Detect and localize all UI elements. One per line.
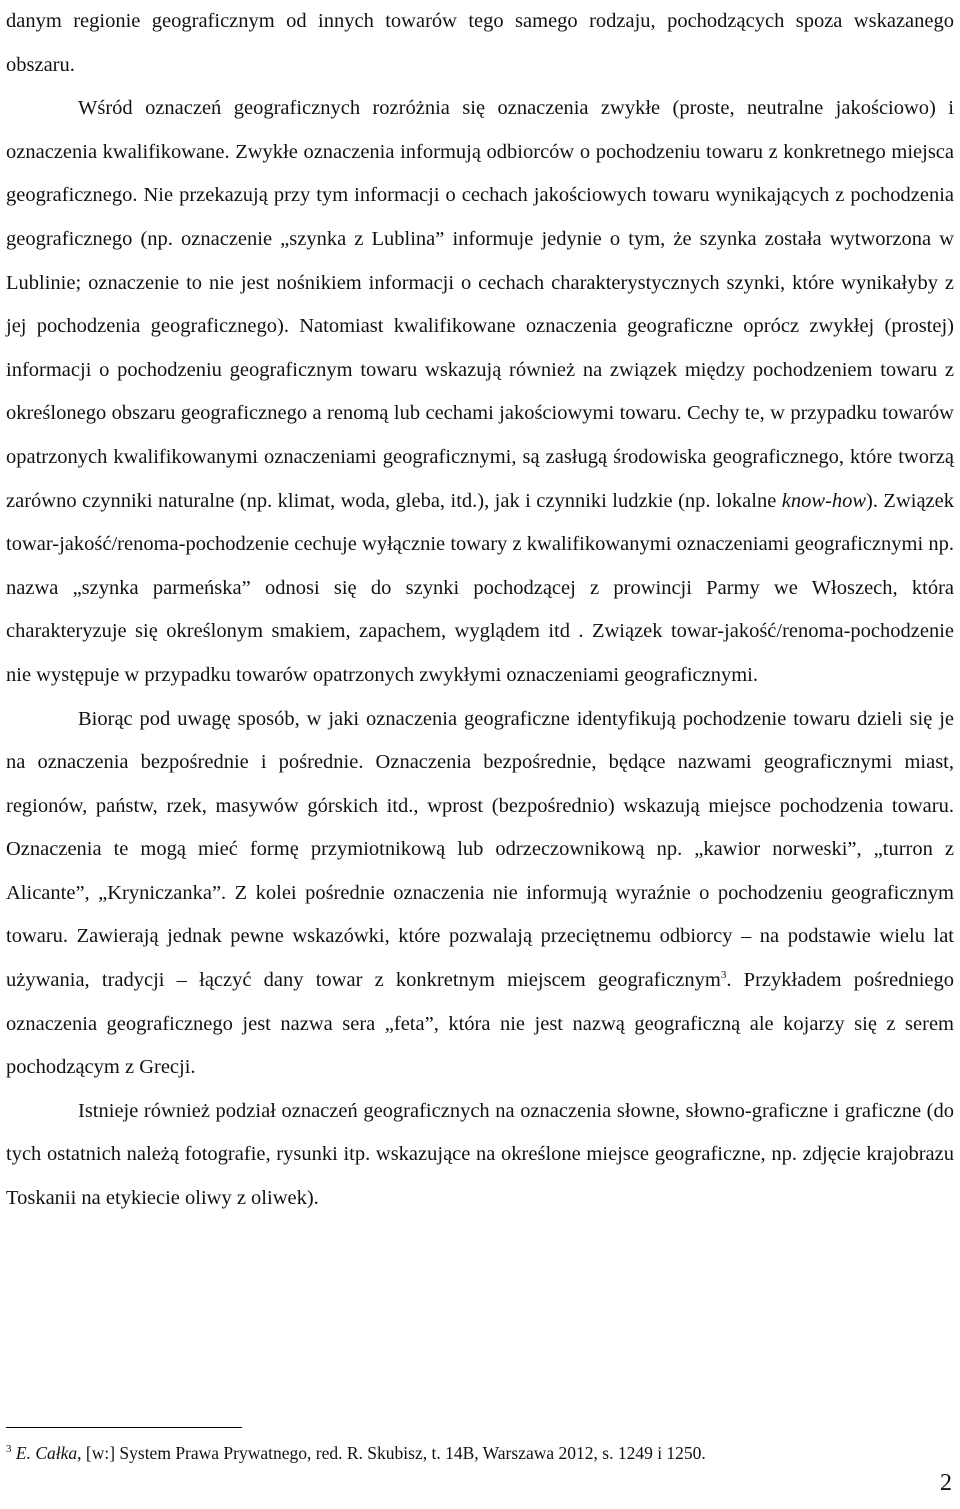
footnote-marker: 3: [6, 1443, 12, 1455]
paragraph-text: danym regionie geograficznym od innych towarów tego samego rodzaju, pochodzących spoza wskazanego obszaru.: [6, 10, 954, 76]
paragraph-text: ). Związek towar-jakość/renoma-pochodzenie cechuje wyłącznie towary z kwalifikowanymi oznaczeniami geograficznymi np. nazwa „szynka parmeńska” odnosi się do szynki pochodzącej z prowincji Parmy we Włoszech, która charakteryzuje się określonym smakiem, zapachem, wyglądem itd . Związek towar-jakość/renoma-pochodzenie nie występuje w przypadku towarów opatrzonych zwykłymi oznaczeniami geograficznymi.: [6, 489, 954, 686]
paragraph-text: Istnieje również podział oznaczeń geograficznych na oznaczenia słowne, słowno-graficzne i graficzne (do tych ostatnich należą fotografie, rysunki itp. wskazujące na określone miejsce geograficzne, np. zdjęcie krajobrazu Toskanii na etykiecie oliwy z oliwek).: [6, 1099, 954, 1210]
footnote-author: E. Całka: [15, 1443, 78, 1463]
paragraph-text: Wśród oznaczeń geograficznych rozróżnia się oznaczenia zwykłe (proste, neutralne jakościowo) i oznaczenia kwalifikowane. Zwykłe oznaczenia informują odbiorców o pochodzeniu towaru z konkretnego miejsca geograficznego. Nie przekazują przy tym informacji o cechach jakościowych towaru wynikających z pochodzenia geograficznego (np. oznaczenie „szynka z Lublina” informuje jedynie o tym, że szynka została wytworzona w Lublinie; oznaczenie to nie jest nośnikiem informacji o cechach charakterystycznych szynki, które wynikałyby z jej pochodzenia geograficznego). Natomiast kwalifikowane oznaczenia geograficzne oprócz zwykłej (prostej) informacji o pochodzeniu geograficznym towaru wskazują również na związek między pochodzeniem towaru z określonego obszaru geograficznego a renomą lub cechami jakościowymi towaru. Cechy te, w przypadku towarów opatrzonych kwalifikowanymi oznaczeniami geograficznymi, są zasługą środowiska geograficznego, które tworzą zarówno czynniki naturalne (np. klimat, woda, gleba, itd.), jak i czynniki ludzkie (np. lokalne: [6, 97, 954, 512]
paragraph-text: . Przykładem pośredniego oznaczenia geograficznego jest nazwa sera „feta”, która nie jest nazwą geograficzną ale kojarzy się z serem pochodzącym z Grecji.: [6, 969, 954, 1079]
document-body: [6, 0, 954, 1221]
paragraph-text: Biorąc pod uwagę sposób, w jaki oznaczenia geograficzne identyfikują pochodzenie towaru dzieli się je na oznaczenia bezpośrednie i pośrednie. Oznaczenia bezpośrednie, będące nazwami geograficznymi miast, regionów, państw, rzek, masywów górskich itd., wprost (bezpośrednio) wskazują miejsce pochodzenia towaru. Oznaczenia te mogą mieć formę przymiotnikową lub odrzeczownikową np. „kawior norweski”, „turron z Alicante”, „Kryniczanka”. Z kolei pośrednie oznaczenia nie informują wyraźnie o pochodzeniu geograficznym towaru. Zawierają jednak pewne wskazówki, które pozwalają przeciętnemu odbiorcy – na podstawie wielu lat używania, tradycji – łączyć dany towar z konkretnym miejscem geograficznym: [6, 707, 954, 992]
paragraph-1: [6, 0, 954, 87]
footnote-reference[interactable]: 3: [720, 969, 727, 982]
paragraph-4: [6, 1090, 954, 1221]
paragraph-2: [6, 87, 954, 697]
paragraph-3: [6, 698, 954, 1090]
footnote: [6, 1440, 954, 1466]
italic-term: know-how: [781, 489, 867, 512]
footnote-text: , [w:] System Prawa Prywatnego, red. R. Skubisz, t. 14B, Warszawa 2012, s. 1249 i 1250.: [77, 1443, 706, 1463]
footnote-separator: [6, 1427, 242, 1428]
page-number: 2: [940, 1470, 952, 1496]
